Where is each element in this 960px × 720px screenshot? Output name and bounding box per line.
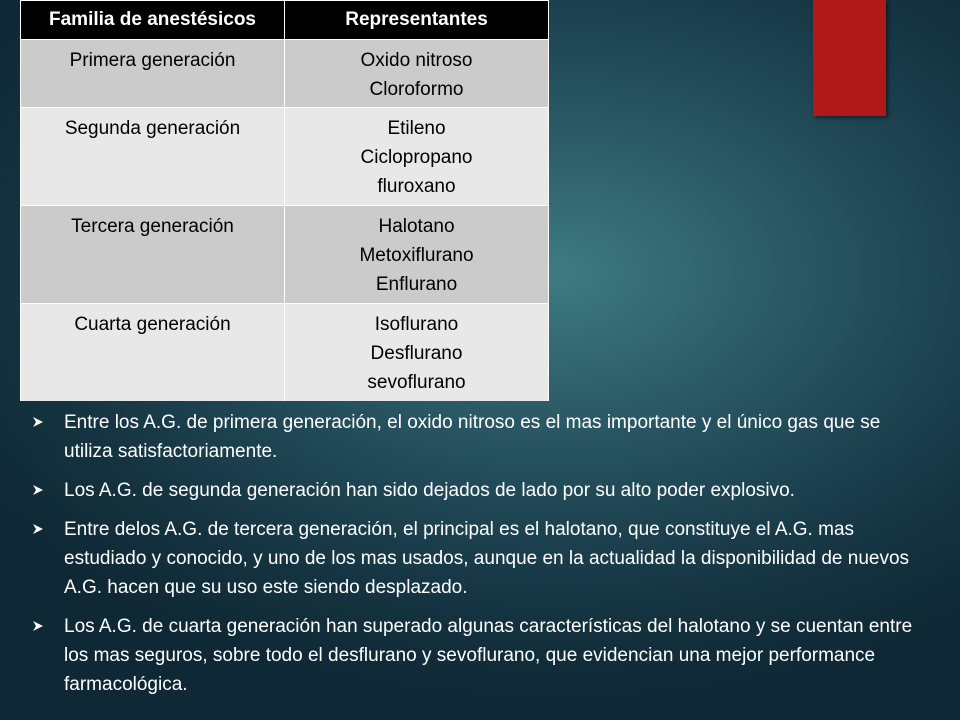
bullet-list — [32, 408, 922, 709]
family-cell: Primera generación — [21, 40, 285, 108]
accent-bar — [813, 0, 886, 116]
representative: Etileno — [387, 118, 446, 139]
representative: Isoflurano — [374, 314, 459, 335]
representative: Metoxiflurano — [359, 245, 474, 266]
representative: Halotano — [378, 216, 455, 237]
bullet-item — [32, 476, 922, 505]
table-header-row — [21, 1, 549, 40]
representative: Oxido nitroso — [360, 50, 473, 71]
arrowhead-bullet-icon — [32, 523, 44, 535]
representative: Desflurano — [370, 343, 463, 364]
table-row — [21, 108, 549, 206]
representative: Cloroformo — [369, 79, 464, 100]
representative: fluroxano — [377, 176, 456, 197]
anesthetics-table — [20, 0, 549, 401]
representatives-cell — [285, 206, 549, 304]
bullet-item — [32, 612, 922, 699]
bullet-text: Entre delos A.G. de tercera generación, el principal es el halotano, que constituye el A.G. mas estudiado y conocido, y uno de los mas usados, aunque en la actualidad la disponibilidad de nuevos A.G. hacen que su uso este siendo desplazado. — [64, 519, 910, 598]
bullet-item — [32, 408, 922, 466]
arrowhead-bullet-icon — [32, 484, 44, 496]
table-row — [21, 304, 549, 402]
arrowhead-bullet-icon — [32, 620, 44, 632]
bullet-text: Los A.G. de segunda generación han sido dejados de lado por su alto poder explosivo. — [64, 480, 795, 501]
bullet-item — [32, 515, 922, 602]
representative: sevoflurano — [367, 372, 466, 393]
table-row — [21, 206, 549, 304]
bullet-text: Entre los A.G. de primera generación, el oxido nitroso es el mas importante y el único gas que se utiliza satisfactoriamente. — [64, 412, 881, 462]
representative: Ciclopropano — [360, 147, 473, 168]
family-cell: Tercera generación — [21, 206, 285, 304]
representatives-cell — [285, 40, 549, 108]
header-representatives: Representantes — [285, 1, 549, 40]
bullet-text: Los A.G. de cuarta generación han superado algunas características del halotano y se cuentan entre los mas seguros, sobre todo el desflurano y sevoflurano, que evidencian una mejor performance farmacológica. — [64, 616, 913, 695]
representative: Enflurano — [375, 274, 458, 295]
family-cell: Segunda generación — [21, 108, 285, 206]
header-family: Familia de anestésicos — [21, 1, 285, 40]
family-cell: Cuarta generación — [21, 304, 285, 402]
table-row — [21, 40, 549, 108]
arrowhead-bullet-icon — [32, 416, 44, 428]
representatives-cell — [285, 108, 549, 206]
representatives-cell — [285, 304, 549, 402]
